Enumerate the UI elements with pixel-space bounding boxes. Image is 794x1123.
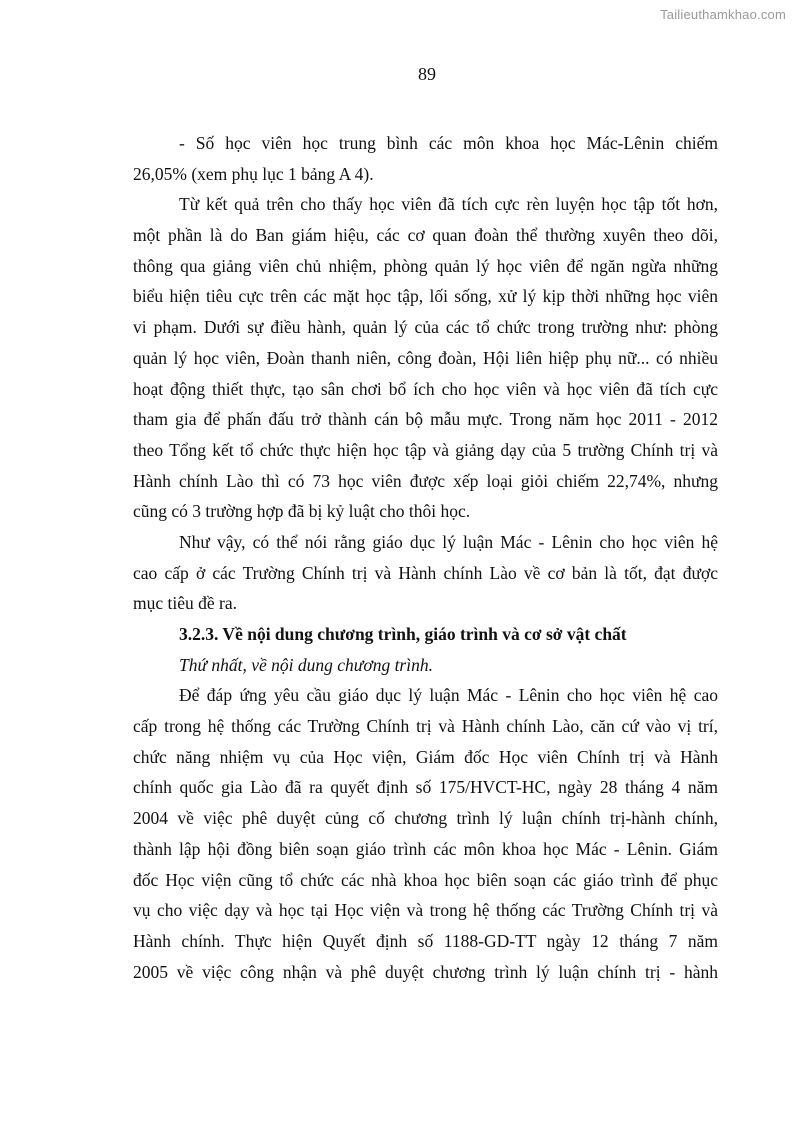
text-line: chính quốc gia Lào đã ra quyết định số 175/HVCT-HC, ngày 28 tháng 4 năm <box>133 777 718 798</box>
document-body <box>133 128 718 987</box>
text-line: 26,05% (xem phụ lục 1 bảng A 4). <box>133 163 374 184</box>
text-line: Như vậy, có thể nói rằng giáo dục lý luận Mác - Lênin cho học viên hệ <box>179 531 718 552</box>
text-line: 2005 về việc công nhận và phê duyệt chương trình lý luận chính trị - hành <box>133 961 718 982</box>
text-line: thông qua giảng viên chủ nhiệm, phòng quản lý học viên để ngăn ngừa những <box>133 255 718 276</box>
page-number: 89 <box>418 64 436 84</box>
text-line: cao cấp ở các Trường Chính trị và Hành chính Lào về cơ bản là tốt, đạt được <box>133 562 718 583</box>
watermark: Tailieuthamkhao.com <box>660 7 786 22</box>
text-line: một phần là do Ban giám hiệu, các cơ quan đoàn thể thường xuyên theo dõi, <box>133 225 718 246</box>
section-heading: 3.2.3. Về nội dung chương trình, giáo trình và cơ sở vật chất <box>179 624 627 644</box>
text-line: mục tiêu đề ra. <box>133 593 237 614</box>
text-line: thành lập hội đồng biên soạn giáo trình các môn khoa học Mác - Lênin. Giám <box>133 838 718 859</box>
text-line: Hành chính Lào thì có 73 học viên được xếp loại giỏi chiếm 22,74%, nhưng <box>133 470 718 491</box>
text-line: 2004 về việc phê duyệt củng cố chương trình lý luận chính trị-hành chính, <box>133 808 718 829</box>
text-line: biểu hiện tiêu cực trên các mặt học tập, lối sống, xử lý kịp thời những học viên <box>133 286 718 307</box>
text-line: - Số học viên học trung bình các môn khoa học Mác-Lênin chiếm <box>179 133 718 153</box>
text-line: tham gia để phấn đấu trở thành cán bộ mẫu mực. Trong năm học 2011 - 2012 <box>133 409 718 430</box>
text-line: quản lý học viên, Đoàn thanh niên, công đoàn, Hội liên hiệp phụ nữ... có nhiều <box>133 347 718 368</box>
text-line: vụ cho việc dạy và học tại Học viện và trong hệ thống các Trường Chính trị và <box>133 900 718 921</box>
text-line: Hành chính. Thực hiện Quyết định số 1188-GD-TT ngày 12 tháng 7 năm <box>133 930 718 951</box>
subsection-heading: Thứ nhất, về nội dung chương trình. <box>179 654 433 675</box>
text-line: cũng có 3 trường hợp đã bị kỷ luật cho thôi học. <box>133 501 471 522</box>
text-line: Để đáp ứng yêu cầu giáo dục lý luận Mác - Lênin cho học viên hệ cao <box>179 685 718 706</box>
text-line: vi phạm. Dưới sự điều hành, quản lý của các tổ chức trong trường như: phòng <box>133 317 718 338</box>
text-line: theo Tổng kết tổ chức thực hiện học tập và giảng dạy của 5 trường Chính trị và <box>133 439 718 460</box>
text-line: hoạt động thiết thực, tạo sân chơi bổ ích cho học viên và học viên đã tích cực <box>133 378 718 399</box>
text-line: cấp trong hệ thống các Trường Chính trị và Hành chính Lào, căn cứ vào vị trí, <box>133 716 718 737</box>
text-line: Từ kết quả trên cho thấy học viên đã tích cực rèn luyện học tập tốt hơn, <box>179 194 718 215</box>
text-line: đốc Học viện cũng tổ chức các nhà khoa học biên soạn các giáo trình để phục <box>133 869 718 890</box>
text-line: chức năng nhiệm vụ của Học viện, Giám đốc Học viên Chính trị và Hành <box>133 746 718 767</box>
